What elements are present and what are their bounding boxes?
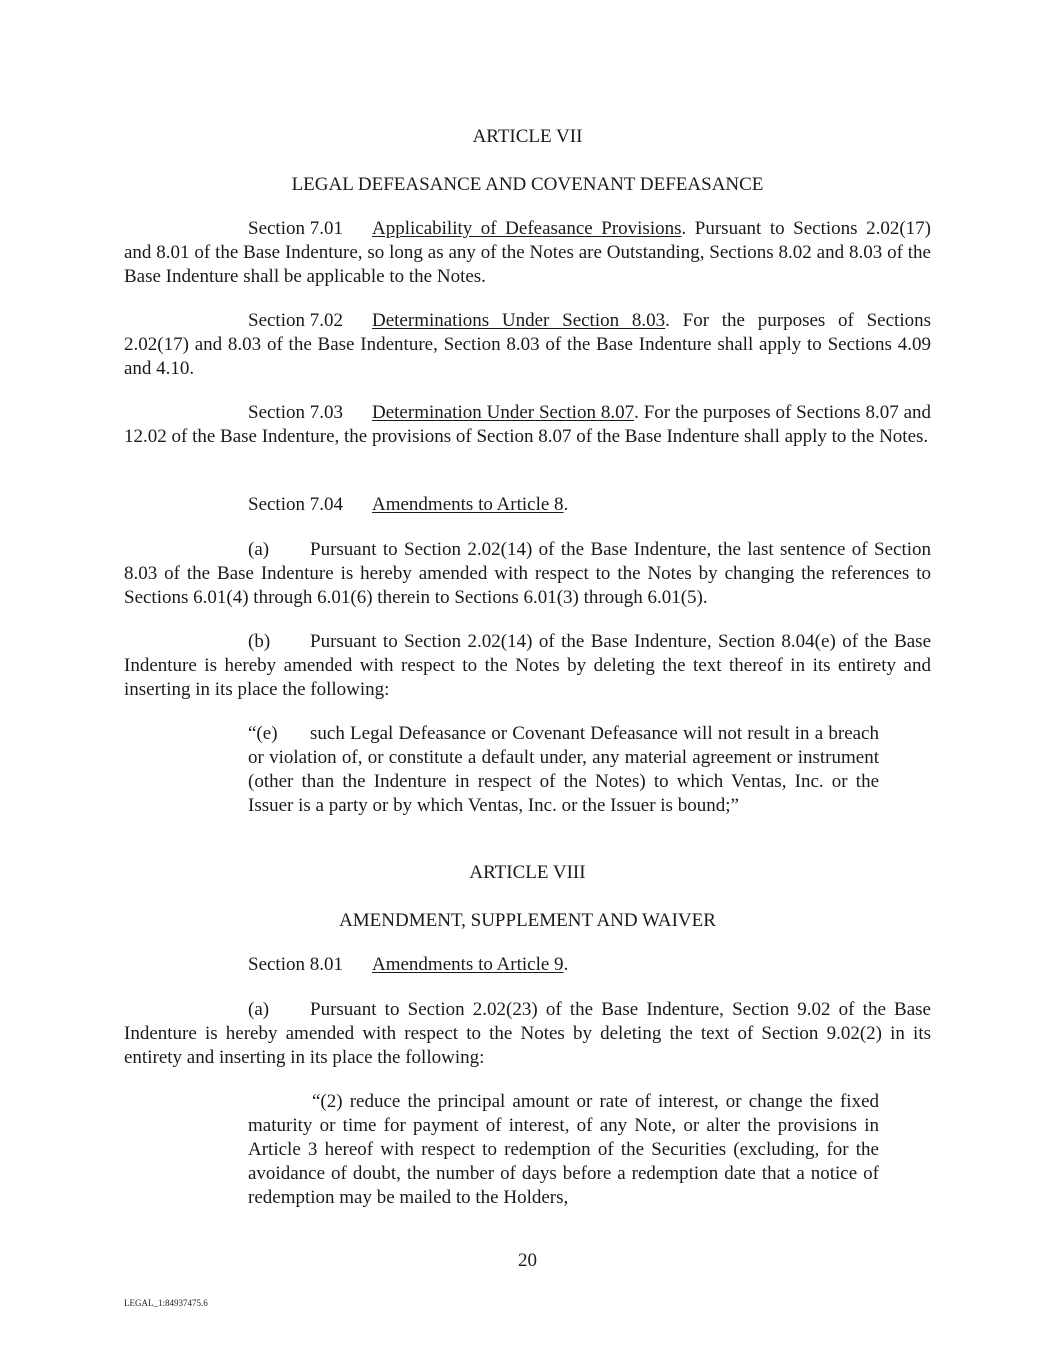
item-8-a-letter: (a) xyxy=(248,999,270,1020)
section-7-04-text: . xyxy=(563,494,569,515)
document-page xyxy=(124,0,931,1365)
section-7-02 xyxy=(124,309,931,381)
section-7-03-text: . For the purposes of Sections 8.07 and 12.02 of the Base Indenture, the provisions of Section 8.07 of the Base Indenture shall apply to the Notes. xyxy=(124,402,931,447)
section-8-01 xyxy=(124,953,931,977)
page-number: 20 xyxy=(518,1250,537,1271)
section-7-04-item-b xyxy=(124,630,931,702)
section-8-01-item-a xyxy=(124,998,931,1070)
section-7-01-heading: Applicability of Defeasance Provisions xyxy=(372,218,682,239)
section-7-04 xyxy=(124,493,931,517)
article-vii-title: ARTICLE VII xyxy=(472,126,583,147)
item-8-a-text: Pursuant to Section 2.02(23) of the Base Indenture, Section 9.02 of the Base Indenture is hereby amended with respect to the Notes by deleting the text of Section 9.02(2) in its entirety and inserting in its place the following: xyxy=(124,999,931,1068)
section-7-04-number: Section 7.04 xyxy=(248,494,343,515)
quote-e-text: such Legal Defeasance or Covenant Defeasance will not result in a breach or violation of, or constitute a default under, any material agreement or instrument (other than the Indenture in respect of the Notes) to which Ventas, Inc. or the Issuer is a party or by which Ventas, Inc. or the Issuer is bound;” xyxy=(248,723,879,816)
article-vii-subtitle: LEGAL DEFEASANCE AND COVENANT DEFEASANCE xyxy=(291,174,764,195)
section-7-03-heading: Determination Under Section 8.07 xyxy=(372,402,635,423)
document-id: LEGAL_1:84937475.6 xyxy=(124,1298,208,1308)
item-a-letter: (a) xyxy=(248,539,270,560)
section-7-03-number: Section 7.03 xyxy=(248,402,343,423)
section-8-01-heading: Amendments to Article 9 xyxy=(372,954,564,975)
section-7-02-heading: Determinations Under Section 8.03 xyxy=(372,310,666,331)
section-7-01-number: Section 7.01 xyxy=(248,218,343,239)
section-7-04-heading: Amendments to Article 8 xyxy=(372,494,564,515)
section-8-01-number: Section 8.01 xyxy=(248,954,343,975)
section-7-02-number: Section 7.02 xyxy=(248,310,343,331)
section-7-01 xyxy=(124,217,931,289)
quote-e-lead: “(e) xyxy=(248,723,278,744)
quote-2-text: “(2) reduce the principal amount or rate of interest, or change the fixed maturity or time for payment of interest, of any Note, or alter the provisions in Article 3 hereof with respect to redemption of the Securities (excluding, for the avoidance of doubt, the number of days before a redemption date that a notice of redemption may be mailed to the Holders, xyxy=(248,1091,879,1208)
section-7-03 xyxy=(124,401,931,449)
quoted-clause-e xyxy=(248,722,879,818)
item-b-letter: (b) xyxy=(248,631,271,652)
item-b-text: Pursuant to Section 2.02(14) of the Base Indenture, Section 8.04(e) of the Base Indenture is hereby amended with respect to the Notes by deleting the text thereof in its entirety and inserting in its place the following: xyxy=(124,631,931,700)
section-7-02-text: . For the purposes of Sections 2.02(17) and 8.03 of the Base Indenture, Section 8.03 of the Base Indenture shall apply to Sections 4.09 and 4.10. xyxy=(124,310,932,379)
article-viii-subtitle: AMENDMENT, SUPPLEMENT AND WAIVER xyxy=(339,910,716,931)
section-7-01-text: . Pursuant to Sections 2.02(17) and 8.01 of the Base Indenture, so long as any of the Notes are Outstanding, Sections 8.02 and 8.03 of the Base Indenture shall be applicable to the Notes. xyxy=(124,218,931,287)
article-viii-title: ARTICLE VIII xyxy=(469,862,586,883)
section-7-04-item-a xyxy=(124,538,931,610)
quoted-clause-2 xyxy=(248,1090,879,1210)
section-8-01-text: . xyxy=(563,954,569,975)
item-a-text: Pursuant to Section 2.02(14) of the Base Indenture, the last sentence of Section 8.03 of the Base Indenture is hereby amended with respect to the Notes by changing the references to Sections 6.01(4) through 6.01(6) therein to Sections 6.01(3) through 6.01(5). xyxy=(124,539,931,608)
